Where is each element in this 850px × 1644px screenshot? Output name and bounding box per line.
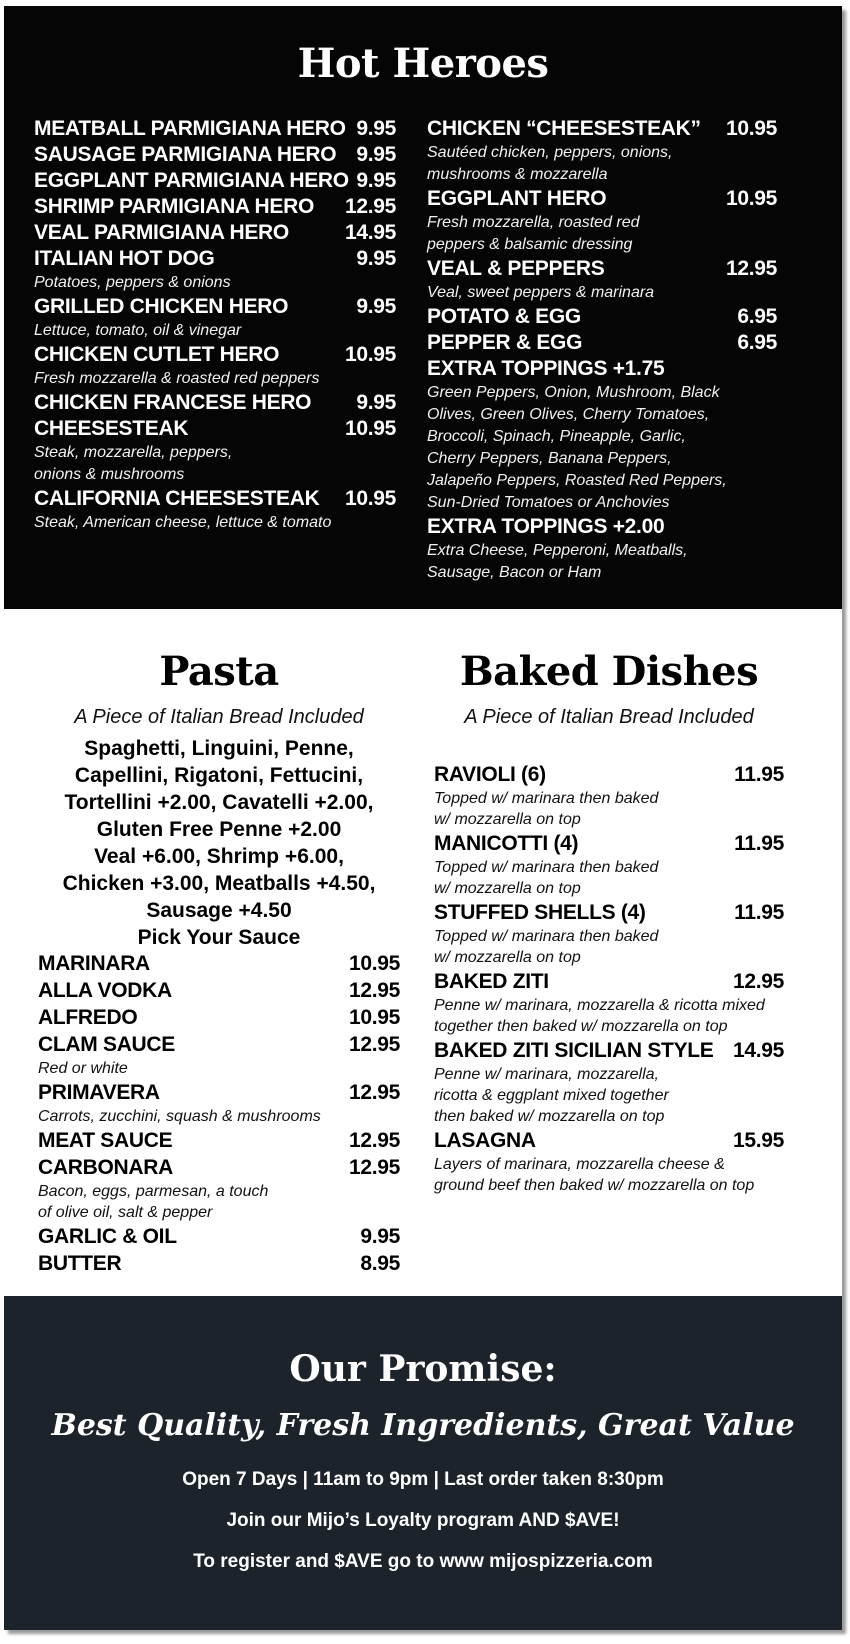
item-price: 9.95: [356, 391, 396, 414]
item-price: 10.95: [344, 487, 396, 510]
item-name: BAKED ZITI SICILIAN STYLE: [434, 1039, 714, 1062]
item-description: Topped w/ marinara then baked: [434, 790, 659, 807]
menu-item: [38, 1250, 400, 1277]
item-price: 10.95: [725, 187, 777, 210]
extra-toppings: [427, 514, 777, 584]
baked-dishes-title: Baked Dishes: [459, 648, 759, 695]
menu-item: [34, 416, 396, 486]
item-description: w/ mozzarella on top: [434, 811, 581, 828]
pasta-option-line: Chicken +3.00, Meatballs +4.50,: [62, 872, 376, 895]
extra-toppings: [427, 356, 777, 514]
item-description: peppers & balsamic dressing: [427, 236, 633, 253]
baked-dishes-list: [434, 761, 784, 1196]
pasta-option-line: Gluten Free Penne +2.00: [96, 818, 342, 841]
toppings-line: Jalapeño Peppers, Roasted Red Peppers,: [427, 472, 727, 489]
item-description: Steak, mozzarella, peppers,: [34, 444, 233, 461]
hours-line: Open 7 Days | 11am to 9pm | Last order taken 8:30pm: [182, 1469, 664, 1490]
item-name: CHICKEN FRANCESE HERO: [34, 391, 312, 414]
menu-item: [34, 220, 396, 246]
item-name: PEPPER & EGG: [427, 331, 583, 354]
item-description: Potatoes, peppers & onions: [34, 274, 231, 291]
item-description: Lettuce, tomato, oil & vinegar: [34, 322, 242, 339]
item-price: 12.95: [348, 1156, 400, 1179]
heroes-right-column: [427, 116, 777, 584]
item-price: 6.95: [737, 305, 777, 328]
menu-item: [34, 342, 396, 390]
item-description: w/ mozzarella on top: [434, 949, 581, 966]
item-price: 12.95: [725, 257, 777, 280]
toppings-line: Broccoli, Spinach, Pineapple, Garlic,: [427, 428, 686, 445]
item-description: onions & mushrooms: [34, 466, 185, 483]
pasta-option-line: Sausage +4.50: [146, 899, 292, 922]
menu-item: [434, 968, 784, 1037]
toppings-line: Cherry Peppers, Banana Peppers,: [427, 450, 672, 467]
item-description: w/ mozzarella on top: [434, 880, 581, 897]
toppings-line: Green Peppers, Onion, Mushroom, Black: [427, 384, 720, 401]
pasta-option-line: Capellini, Rigatoni, Fettucini,: [74, 764, 364, 787]
toppings-line: Olives, Green Olives, Cherry Tomatoes,: [427, 406, 710, 423]
item-description: of olive oil, salt & pepper: [38, 1204, 213, 1221]
item-price: 9.95: [356, 169, 396, 192]
item-name: EXTRA TOPPINGS +1.75: [427, 357, 665, 380]
item-name: GRILLED CHICKEN HERO: [34, 295, 289, 318]
item-price: 14.95: [732, 1039, 784, 1062]
pasta-option-line: Veal +6.00, Shrimp +6.00,: [94, 845, 344, 868]
menu-item: [38, 950, 400, 977]
hot-heroes-title: Hot Heroes: [297, 40, 549, 87]
hot-heroes-section: [4, 6, 842, 609]
item-name: EXTRA TOPPINGS +2.00: [427, 515, 665, 538]
item-name: BUTTER: [38, 1252, 122, 1275]
promise-tagline: Best Quality, Fresh Ingredients, Great Value: [51, 1408, 795, 1443]
item-name: VEAL PARMIGIANA HERO: [34, 221, 289, 244]
menu-item: [434, 830, 784, 899]
item-price: 10.95: [344, 417, 396, 440]
item-name: GARLIC & OIL: [38, 1225, 177, 1248]
menu-item: [434, 1037, 784, 1127]
menu-item: [434, 761, 784, 830]
item-name: CARBONARA: [38, 1156, 173, 1179]
menu-item: [434, 899, 784, 968]
item-name: CALIFORNIA CHEESESTEAK: [34, 487, 320, 510]
menu-item: [34, 294, 396, 342]
item-name: STUFFED SHELLS (4): [434, 901, 646, 924]
menu-item: [434, 1127, 784, 1196]
menu-item: [427, 116, 777, 186]
item-price: 10.95: [348, 1006, 400, 1029]
item-name: SAUSAGE PARMIGIANA HERO: [34, 143, 337, 166]
loyalty-line: Join our Mijo’s Loyalty program AND $AVE!: [226, 1510, 620, 1531]
item-name: CHICKEN “CHEESESTEAK”: [427, 117, 701, 140]
menu-item: [38, 1127, 400, 1154]
pasta-title: Pasta: [159, 648, 279, 695]
menu-item: [34, 194, 396, 220]
item-description: Carrots, zucchini, squash & mushrooms: [38, 1108, 321, 1125]
menu-item: [38, 977, 400, 1004]
item-description: Penne w/ marinara, mozzarella,: [434, 1066, 659, 1083]
item-name: CLAM SAUCE: [38, 1033, 175, 1056]
item-name: MANICOTTI (4): [434, 832, 579, 855]
item-description: Topped w/ marinara then baked: [434, 859, 659, 876]
item-price: 6.95: [737, 331, 777, 354]
item-name: PRIMAVERA: [38, 1081, 160, 1104]
item-price: 10.95: [344, 343, 396, 366]
heroes-left-column: [34, 116, 396, 534]
item-description: ground beef then baked w/ mozzarella on top: [434, 1177, 755, 1194]
item-description: Red or white: [38, 1060, 128, 1077]
item-description: Veal, sweet peppers & marinara: [427, 284, 655, 301]
toppings-line: Sun-Dried Tomatoes or Anchovies: [427, 494, 670, 511]
item-description: Layers of marinara, mozzarella cheese &: [434, 1156, 725, 1173]
item-description: ricotta & eggplant mixed together: [434, 1087, 669, 1104]
menu-item: [34, 246, 396, 294]
menu-item: [427, 186, 777, 256]
item-name: ALFREDO: [38, 1006, 138, 1029]
item-description: Penne w/ marinara, mozzarella & ricotta mixed: [434, 997, 765, 1014]
item-name: EGGPLANT PARMIGIANA HERO: [34, 169, 349, 192]
item-price: 12.95: [344, 195, 396, 218]
toppings-line: Sausage, Bacon or Ham: [427, 564, 602, 581]
item-price: 9.95: [356, 295, 396, 318]
menu-item: [34, 168, 396, 194]
item-price: 11.95: [734, 832, 784, 855]
item-description: together then baked w/ mozzarella on top: [434, 1018, 728, 1035]
item-price: 11.95: [734, 901, 784, 924]
item-price: 10.95: [725, 117, 777, 140]
menu-item: [38, 1004, 400, 1031]
item-description: then baked w/ mozzarella on top: [434, 1108, 665, 1125]
item-price: 12.95: [348, 1033, 400, 1056]
item-price: 9.95: [356, 143, 396, 166]
register-line: To register and $AVE go to www mijospizzeria.com: [193, 1551, 653, 1572]
pasta-sauce-list: [38, 950, 400, 1277]
item-name: VEAL & PEPPERS: [427, 257, 605, 280]
item-price: 11.95: [734, 763, 784, 786]
item-price: 10.95: [348, 952, 400, 975]
menu-page: [4, 6, 842, 1630]
menu-item: [34, 142, 396, 168]
item-name: EGGPLANT HERO: [427, 187, 607, 210]
menu-item: [34, 486, 396, 534]
item-price: 9.95: [360, 1225, 400, 1248]
item-price: 12.95: [348, 1081, 400, 1104]
item-name: MARINARA: [38, 952, 150, 975]
item-price: 12.95: [732, 970, 784, 993]
pasta-options: [34, 735, 404, 951]
baked-subtitle: A Piece of Italian Bread Included: [464, 706, 754, 728]
menu-item: [427, 256, 777, 304]
item-name: ALLA VODKA: [38, 979, 172, 1002]
pasta-option-line: Spaghetti, Linguini, Penne,: [84, 737, 354, 760]
pasta-option-line: Tortellini +2.00, Cavatelli +2.00,: [64, 791, 374, 814]
item-description: Sautéed chicken, peppers, onions,: [427, 144, 673, 161]
pasta-subtitle: A Piece of Italian Bread Included: [74, 706, 364, 728]
menu-item: [34, 116, 396, 142]
item-price: 9.95: [356, 247, 396, 270]
item-name: CHEESESTEAK: [34, 417, 189, 440]
item-name: CHICKEN CUTLET HERO: [34, 343, 280, 366]
menu-item: [427, 304, 777, 330]
item-description: Fresh mozzarella & roasted red peppers: [34, 370, 320, 387]
menu-item: [427, 330, 777, 356]
item-description: Fresh mozzarella, roasted red: [427, 214, 640, 231]
item-name: ITALIAN HOT DOG: [34, 247, 215, 270]
toppings-line: Extra Cheese, Pepperoni, Meatballs,: [427, 542, 688, 559]
menu-item: [34, 390, 396, 416]
menu-item: [38, 1223, 400, 1250]
our-promise-section: [4, 1296, 842, 1630]
item-description: Topped w/ marinara then baked: [434, 928, 659, 945]
item-price: 8.95: [360, 1252, 400, 1275]
item-description: Steak, American cheese, lettuce & tomato: [34, 514, 332, 531]
item-price: 9.95: [356, 117, 396, 140]
item-name: LASAGNA: [434, 1129, 536, 1152]
item-price: 12.95: [348, 1129, 400, 1152]
item-name: BAKED ZITI: [434, 970, 549, 993]
item-description: Bacon, eggs, parmesan, a touch: [38, 1183, 269, 1200]
item-price: 14.95: [344, 221, 396, 244]
item-name: MEATBALL PARMIGIANA HERO: [34, 117, 346, 140]
menu-item: [38, 1079, 400, 1127]
menu-item: [38, 1154, 400, 1223]
item-name: RAVIOLI (6): [434, 763, 546, 786]
item-name: SHRIMP PARMIGIANA HERO: [34, 195, 315, 218]
item-price: 12.95: [348, 979, 400, 1002]
item-name: MEAT SAUCE: [38, 1129, 173, 1152]
item-price: 15.95: [732, 1129, 784, 1152]
menu-item: [38, 1031, 400, 1079]
pick-your-sauce: Pick Your Sauce: [137, 926, 301, 949]
item-name: POTATO & EGG: [427, 305, 581, 328]
promise-title: Our Promise:: [289, 1348, 557, 1390]
item-description: mushrooms & mozzarella: [427, 166, 608, 183]
